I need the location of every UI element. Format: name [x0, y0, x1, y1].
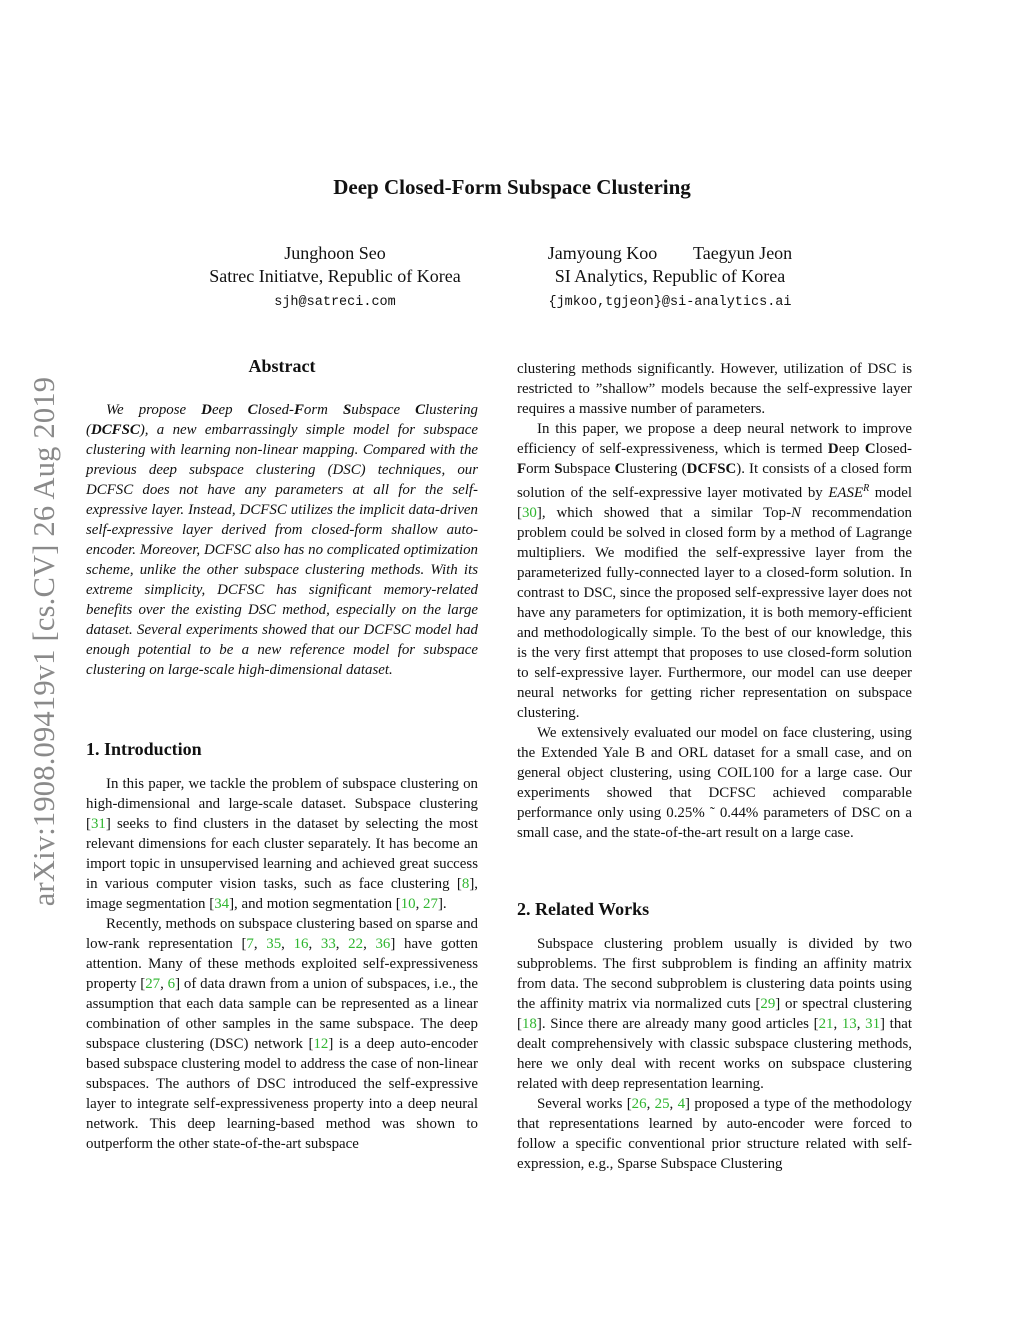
citation-link[interactable]: 27: [423, 896, 438, 912]
arxiv-stamp: [28, 345, 62, 937]
author-affiliation: Satrec Initiatve, Republic of Korea: [209, 266, 461, 286]
citation-link[interactable]: 12: [313, 1036, 329, 1052]
right-column-body-2: [517, 934, 912, 1174]
citation-link[interactable]: 13: [841, 1016, 857, 1032]
citation-link[interactable]: 16: [293, 936, 309, 952]
left-column-body: [86, 774, 478, 1154]
author-email: sjh@satreci.com: [274, 295, 396, 310]
citation-link[interactable]: 18: [521, 1016, 537, 1032]
section-heading-introduction: 1. Introduction: [86, 739, 202, 759]
abstract-text: We propose Deep Closed-Form Subspace Clustering (DCFSC), a new embarrassingly simple model for subspace clustering with learning non-linear mapping. Compared with the previous deep subspace clustering (DSC) techniques, our DCFSC does not have any parameters at all for the self-expressive layer. Instead, DCFSC utilizes the implicit data-driven self-expressive layer derived from closed-form shallow auto-encoder. Moreover, DCFSC also has no complicated optimization scheme, unlike the other subspace clustering methods. With its extreme simplicity, DCFSC has significant memory-related benefits over the existing DSC method, especially on the large dataset. Several experiments showed that our DCFSC model had enough potential to be a new reference model for subspace clustering on large-scale high-dimensional dataset.: [86, 402, 478, 678]
citation-link[interactable]: 35: [266, 936, 282, 952]
abstract: [86, 400, 478, 680]
citation-link[interactable]: 8: [461, 876, 470, 892]
author-name: Junghoon Seo: [284, 243, 386, 263]
citation-link[interactable]: 6: [167, 976, 176, 992]
paragraph: Recently, methods on subspace clustering based on sparse and low-rank representation [7, 35, 16, 33, 22, 36] have gotten attention. Many of these methods exploited self-expressiveness property [27, 6] of data drawn from a union of subspaces, i.e., the assumption that each data sample can be represented as a linear combination of other samples in the same subspace. The deep subspace clustering (DSC) network [12] is a deep auto-encoder based subspace clustering model to address the case of non-linear subspaces. The authors of DSC introduced the self-expressive layer to integrate self-expressiveness property into a deep neural network. This deep learning-based method was shown to outperform the other state-of-the-art subspace: [86, 916, 479, 1152]
citation-link[interactable]: 36: [375, 936, 391, 952]
paper-title: Deep Closed-Form Subspace Clustering: [333, 175, 691, 199]
section-heading-related-works: 2. Related Works: [517, 899, 650, 919]
paragraph: In this paper, we propose a deep neural network to improve efficiency of self-expressiveness, which is termed Deep Closed-Form Subspace Clustering (DCFSC). It consists of a closed form solution of the self-expressive layer motivated by $EASE^R$ model [30], which showed that a similar Top-N recommendation problem could be solved in closed form by a method of Lagrange multipliers. We modified the self-expressive layer from the parameterized fully-connected layer to a closed-form solution. In contrast to DSC, since the proposed self-expressive layer does not have any parameters for optimization, it is both memory-efficient and methodologically simple. To the best of our knowledge, this is the very first attempt that proposes to use closed-form solution to self-expressive layer. Furthermore, our model can use deeper neural networks for getting richer representation on subspace clustering.: [517, 421, 912, 721]
citation-link[interactable]: 10: [400, 896, 416, 912]
citation-link[interactable]: 33: [320, 936, 336, 952]
author-block-1: [190, 242, 480, 314]
arxiv-id: arXiv:1908.09419v1 [cs.CV] 26 Aug 2019: [27, 376, 62, 906]
author-block-2: [520, 242, 820, 314]
citation-link[interactable]: 25: [654, 1096, 670, 1112]
citation-link[interactable]: 4: [677, 1096, 686, 1112]
author-email: {jmkoo,tgjeon}@si-analytics.ai: [548, 295, 792, 310]
right-column-body-1: [517, 359, 912, 843]
citation-link[interactable]: 27: [145, 976, 161, 992]
abstract-heading: Abstract: [248, 356, 316, 376]
citation-link[interactable]: 29: [760, 996, 776, 1012]
paragraph: clustering methods significantly. However, utilization of DSC is restricted to ”shallow” models because the self-expressive layer requires a massive number of parameters.: [517, 361, 912, 417]
citation-link[interactable]: 34: [214, 896, 230, 912]
citation-link[interactable]: 21: [818, 1016, 834, 1032]
paragraph: Subspace clustering problem usually is divided by two subproblems. The first subproblem is finding an affinity matrix from data. The second subproblem is clustering data points using the affinity matrix via normalized cuts [29] or spectral clustering [18]. Since there are already many good articles [21, 13, 31] that dealt comprehensively with classic subspace clustering methods, here we only deal with recent works on subspace clustering related with deep representation learning.: [517, 936, 913, 1092]
citation-link[interactable]: 22: [348, 936, 364, 952]
paragraph: Several works [26, 25, 4] proposed a type of the methodology that representations learned by auto-encoder were forced to follow a specific conventional prior structure related with self-expression, e.g., Sparse Subspace Clustering: [517, 1096, 912, 1172]
author-names: Jamyoung Koo Taegyun Jeon: [547, 243, 793, 263]
author-affiliation: SI Analytics, Republic of Korea: [554, 266, 786, 286]
citation-link[interactable]: 7: [246, 936, 254, 952]
paragraph: In this paper, we tackle the problem of subspace clustering on high-dimensional and large-scale dataset. Subspace clustering [31] seeks to find clusters in the dataset by selecting the most relevant dimensions for each cluster separately. It has become an import topic in unsupervised learning and achieved great success in various computer vision tasks, such as face clustering [8], image segmentation [34], and motion segmentation [10, 27].: [86, 776, 478, 912]
paragraph: We extensively evaluated our model on face clustering, using the Extended Yale B and ORL dataset for a small case, and on general object clustering, using COIL100 for a large case. Our experiments showed that DCFSC achieved comparable performance only using 0.25% ˜ 0.44% parameters of DSC on a small case, and the state-of-the-art result on a large case.: [517, 724, 912, 841]
citation-link[interactable]: 31: [90, 816, 106, 832]
citation-link[interactable]: 26: [631, 1096, 647, 1112]
citation-link[interactable]: 31: [865, 1016, 881, 1032]
citation-link[interactable]: 30: [521, 504, 537, 521]
